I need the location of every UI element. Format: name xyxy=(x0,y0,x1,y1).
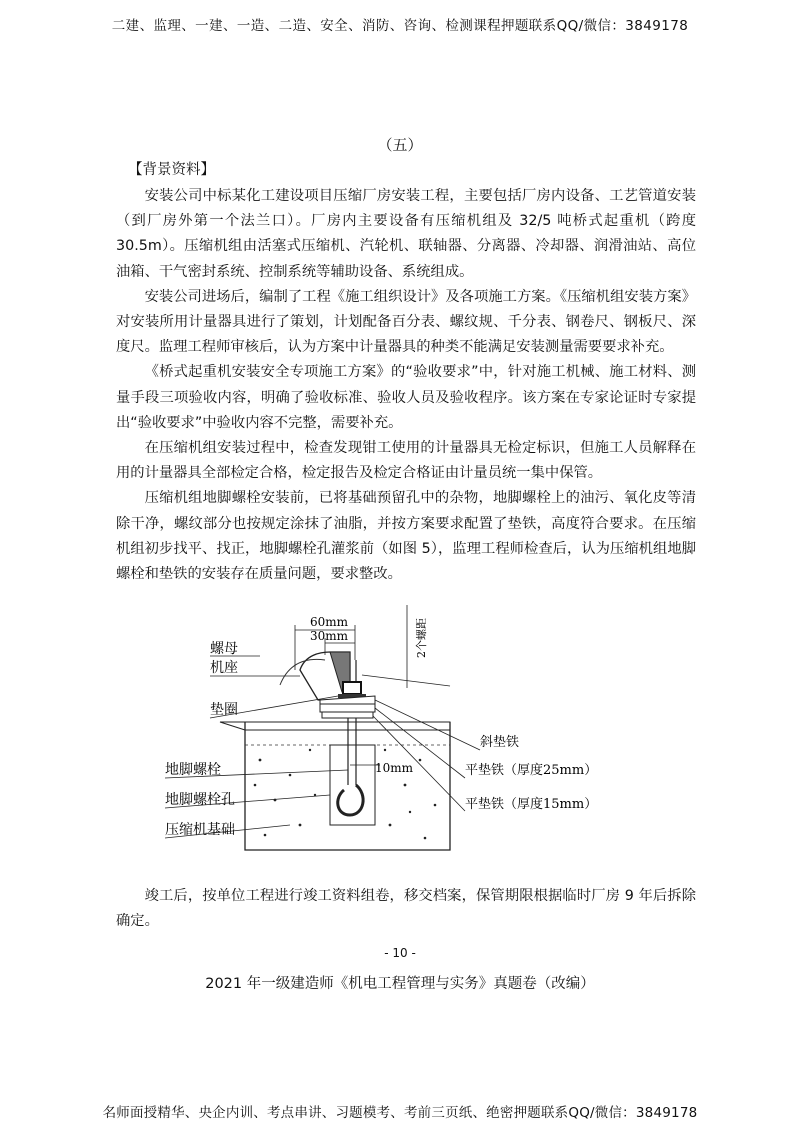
leader-taper-shim xyxy=(375,700,480,750)
label-washer: 垫圈 xyxy=(210,702,238,718)
label-nut: 螺母 xyxy=(210,641,238,657)
thread-leader xyxy=(362,675,450,686)
dim-10-label: 10mm xyxy=(375,761,414,775)
label-hole: 地脚螺栓孔 xyxy=(165,792,235,808)
paragraph: 压缩机组地脚螺栓安装前，已将基础预留孔中的杂物，地脚螺栓上的油污、氧化皮等清除干净，螺纹部分也按规定涂抹了油脂，并按方案要求配置了垫铁，高度符合要求。在压缩机组初步找平、找正，地脚螺栓孔灌浆前（如图 5），监理工程师检查后，认为压缩机组地脚螺栓和垫铁的安装存在质量问题，要求整改。 xyxy=(116,490,696,583)
dim-thread-label: 2个螺距 xyxy=(415,618,428,658)
label-bolt: 地脚螺栓 xyxy=(165,762,221,778)
header-promo: 二建、监理、一建、一造、二造、安全、消防、咨询、检测课程押题联系QQ/微信：3849178 xyxy=(111,18,689,34)
label-base: 机座 xyxy=(210,660,238,676)
label-taper-shim: 斜垫铁 xyxy=(480,735,520,750)
foundation-top-edge xyxy=(220,722,450,730)
flat-shim-25 xyxy=(320,704,375,712)
closing-text xyxy=(116,884,696,934)
label-flat-shim-15: 平垫铁（厚度15mm） xyxy=(465,797,598,812)
dim-60-label: 60mm xyxy=(310,615,349,629)
nut xyxy=(343,682,361,694)
paper-title: 2021 年一级建造师《机电工程管理与实务》真题卷（改编） xyxy=(205,976,595,992)
background-text xyxy=(116,184,696,587)
paragraph: 在压缩机组安装过程中，检查发现钳工使用的计量器具无检定标识，但施工人员解释在用的计量器具全部检定合格，检定报告及检定合格证由计量员统一集中保管。 xyxy=(116,440,696,482)
dim-30-label: 30mm xyxy=(310,629,349,643)
page-number: - 10 - xyxy=(384,946,416,960)
paragraph: 《桥式起重机安装安全专项施工方案》的“验收要求”中，针对施工机械、施工材料、测量手段三项验收内容，明确了验收标准、验收人员及验收程序。该方案在专家论证时专家提出“验收要求”中验收内容不完整，需要补充。 xyxy=(116,364,696,431)
paragraph: 安装公司进场后，编制了工程《施工组织设计》及各项施工方案。《压缩机组安装方案》对安装所用计量器具进行了策划，计划配备百分表、螺纹规、千分表、钢卷尺、钢板尺、深度尺。监理工程师审核后，认为方案中计量器具的种类不能满足安装测量需要要求补充。 xyxy=(116,288,696,356)
anchor-bolt-figure xyxy=(150,600,620,865)
bolt-hook xyxy=(338,785,363,815)
section-title: （五） xyxy=(377,136,423,154)
paragraph: 安装公司中标某化工建设项目压缩厂房安装工程，主要包括厂房内设备、工艺管道安装（到厂房外第一个法兰口）。厂房内主要设备有压缩机组及 32/5 吨桥式起重机（跨度 30.5m）。压缩机组由活塞式压缩机、汽轮机、联轴器、分离器、冷却器、润滑油站、高位油箱、干气密封系统、控制系统等辅助设备、系统组成。 xyxy=(116,188,696,280)
bolt-hole xyxy=(330,745,375,825)
paragraph: 竣工后，按单位工程进行竣工资料组卷，移交档案，保管期限根据临时厂房 9 年后拆除确定。 xyxy=(116,888,696,930)
label-foundation: 压缩机基础 xyxy=(165,822,235,838)
background-label: 【背景资料】 xyxy=(128,162,215,178)
label-flat-shim-25: 平垫铁（厚度25mm） xyxy=(465,763,598,778)
flat-shim-15 xyxy=(322,712,373,718)
footer-promo: 名师面授精华、央企内训、考点串讲、习题模考、考前三页纸、绝密押题联系QQ/微信：3849178 xyxy=(102,1105,698,1121)
